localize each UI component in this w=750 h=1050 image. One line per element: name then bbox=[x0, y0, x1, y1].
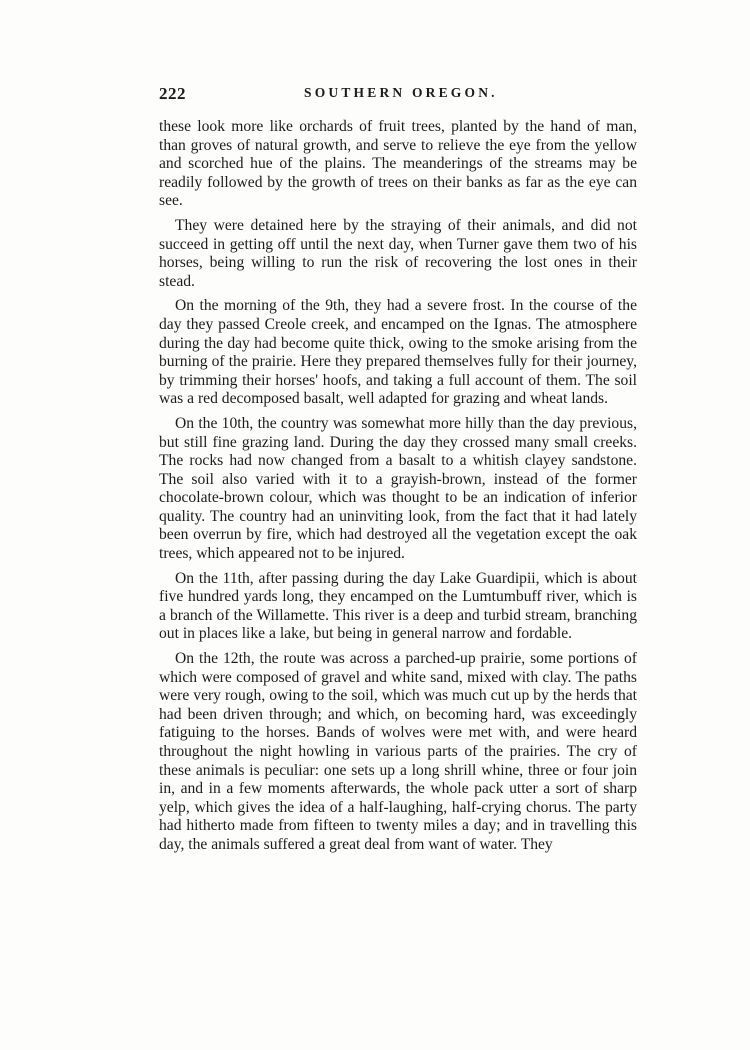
paragraph: On the 10th, the country was somewhat more hilly than the day previous, but still fine grazing land. During the day they crossed many small creeks. The rocks had now changed from a basalt to a whitish clayey sandstone. The soil also varied with it to a grayish-brown, instead of the former chocolate-brown colour, which was thought to be an indication of inferior quality. The country had an uninviting look, from the fact that it had lately been overrun by fire, which had destroyed all the vegetation except the oak trees, which appeared not to be injured. bbox=[159, 414, 637, 563]
paragraph: They were detained here by the straying of their animals, and did not succeed in getting off until the next day, when Turner gave them two of his horses, being willing to run the risk of recovering the lost ones in their stead. bbox=[159, 216, 637, 290]
paragraph: these look more like orchards of fruit trees, planted by the hand of man, than groves of natural growth, and serve to relieve the eye from the yellow and scorched hue of the plains. The meanderings of the streams may be readily followed by the growth of trees on their banks as far as the eye can see. bbox=[159, 118, 637, 210]
paragraph: On the 11th, after passing during the day Lake Guardipii, which is about five hundred yards long, they encamped on the Lumtumbuff river, which is a branch of the Willamette. This river is a deep and turbid stream, branching out in places like a lake, but being in general narrow and fordable. bbox=[159, 569, 637, 643]
page-header bbox=[159, 84, 659, 104]
paragraph: On the 12th, the route was across a parched-up prairie, some portions of which were composed of gravel and white sand, mixed with clay. The paths were very rough, owing to the soil, which was much cut up by the herds that had been driven through; and which, on becoming hard, was exceedingly fatiguing to the horses. Bands of wolves were met with, and were heard throughout the night howling in various parts of the prairies. The cry of these animals is peculiar: one sets up a long shrill whine, three or four join in, and in a few moments afterwards, the whole pack utter a sort of sharp yelp, which gives the idea of a half-laughing, half-crying chorus. The party had hitherto made from fifteen to twenty miles a day; and in travelling this day, the animals suffered a great deal from want of water. They bbox=[159, 650, 637, 853]
paragraph: On the morning of the 9th, they had a severe frost. In the course of the day they passed Creole creek, and encamped on the Ignas. The atmosphere during the day had become quite thick, owing to the smoke arising from the burning of the prairie. Here they prepared themselves fully for their journey, by trimming their horses' hoofs, and taking a full account of them. The soil was a red decomposed basalt, well adapted for grazing and wheat lands. bbox=[159, 297, 637, 408]
page-number: 222 bbox=[159, 84, 186, 103]
running-head: SOUTHERN OREGON. bbox=[304, 85, 498, 100]
body-text bbox=[159, 118, 637, 861]
